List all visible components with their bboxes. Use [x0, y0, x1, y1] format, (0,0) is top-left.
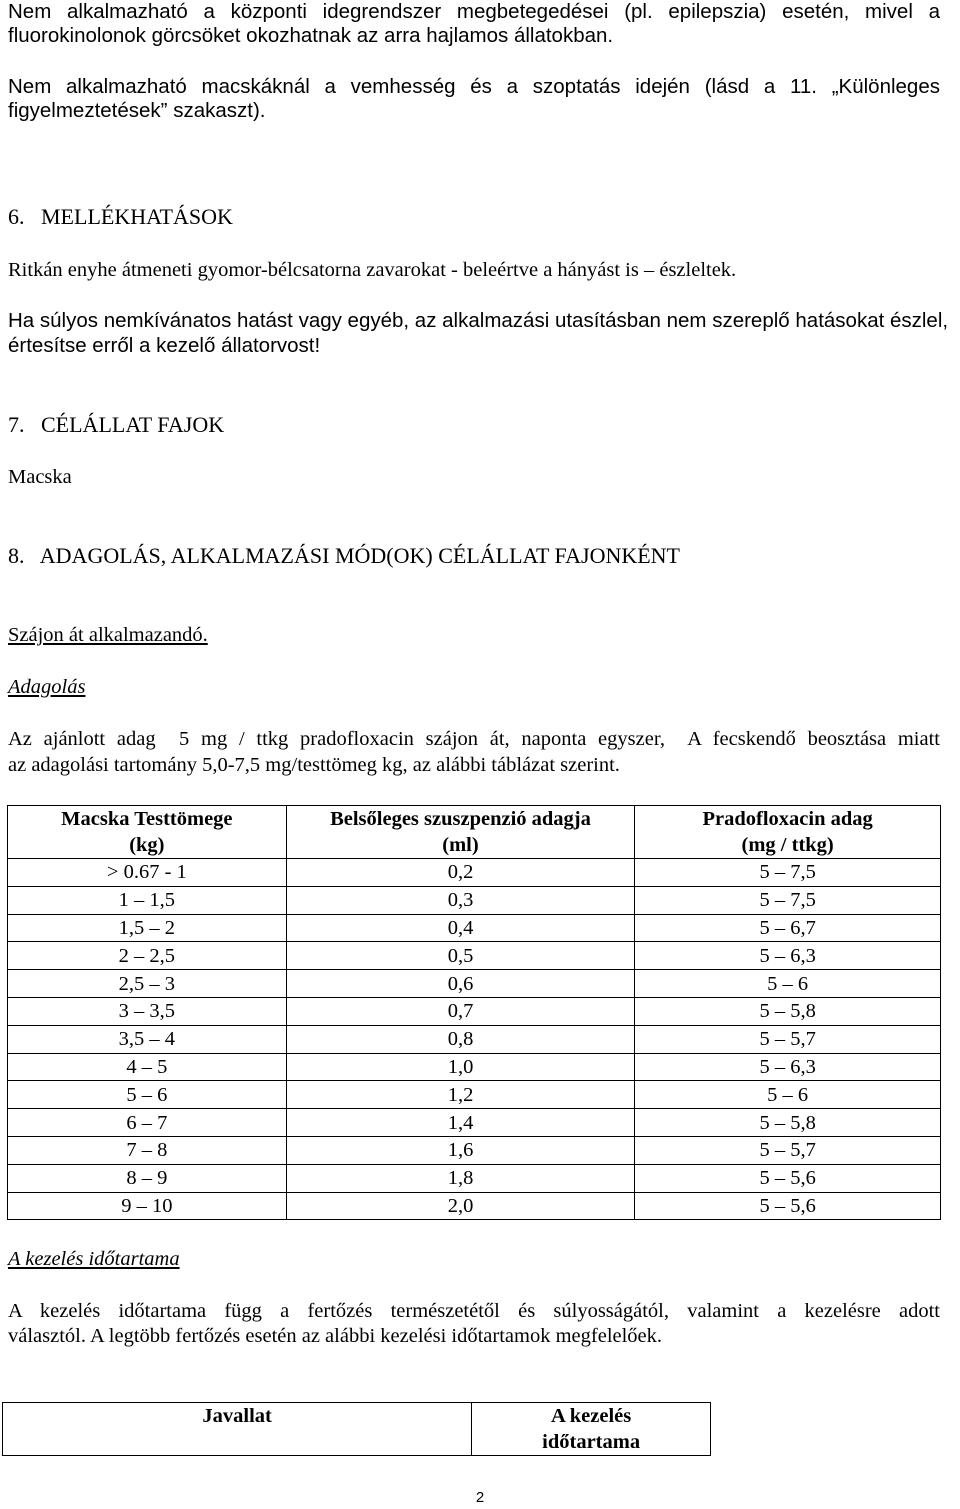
dose-table-body	[8, 859, 941, 1220]
volume-cell: 0,7	[286, 997, 635, 1025]
weight-cell: 8 – 9	[8, 1164, 287, 1192]
table-row	[8, 886, 941, 914]
volume-cell: 0,3	[286, 886, 635, 914]
dose-cell: 5 – 5,7	[635, 1136, 941, 1164]
weight-cell: 1,5 – 2	[8, 914, 287, 942]
sec6-p2-line2: értesítse erről a kezelő állatorvost!	[8, 334, 321, 357]
species: Macska	[8, 466, 72, 488]
table-row	[8, 997, 941, 1025]
table-row	[8, 914, 941, 942]
sec6-p1: Ritkán enyhe átmeneti gyomor-bélcsatorna zavarokat - beleértve a hányást is – észleltek.	[8, 259, 737, 281]
weight-cell: > 0.67 - 1	[8, 859, 287, 887]
volume-cell: 0,2	[286, 859, 635, 887]
table-row	[8, 1109, 941, 1137]
dose-cell: 5 – 6,3	[635, 942, 941, 970]
table-row	[8, 1136, 941, 1164]
header-body-weight: Macska Testtömege (kg)	[8, 806, 287, 859]
sec5-line4: figyelmeztetések” szakaszt).	[8, 99, 266, 122]
table-row	[8, 1164, 941, 1192]
duration-line2: választól. A legtöbb fertőzés esetén az alábbi kezelési időtartamok megfelelőek.	[8, 1325, 663, 1347]
header-pradofloxacin-dose: Pradofloxacin adag (mg / ttkg)	[635, 806, 941, 859]
weight-cell: 1 – 1,5	[8, 886, 287, 914]
dose-cell: 5 – 7,5	[635, 859, 941, 887]
heading-mellekhatasok: 6. MELLÉKHATÁSOK	[8, 204, 233, 229]
page-number: 2	[475, 1489, 485, 1506]
dose-cell: 5 – 5,8	[635, 1109, 941, 1137]
weight-cell: 3,5 – 4	[8, 1025, 287, 1053]
header-suspension-dose: Belsőleges szuszpenzió adagja (ml)	[286, 806, 635, 859]
dose-cell: 5 – 6,7	[635, 914, 941, 942]
dose-cell: 5 – 5,7	[635, 1025, 941, 1053]
dosing-title: Adagolás	[8, 676, 86, 698]
table-row	[8, 1025, 941, 1053]
dose-cell: 5 – 7,5	[635, 886, 941, 914]
table-row	[8, 859, 941, 887]
table-row	[8, 1053, 941, 1081]
volume-cell: 2,0	[286, 1192, 635, 1220]
dose-cell: 5 – 6,3	[635, 1053, 941, 1081]
duration-line1: A kezelés időtartama függ a fertőzés természetétől és súlyosságától, valamint a kezelésre adott	[8, 1300, 940, 1322]
dose-table-header	[8, 806, 941, 859]
dose-cell: 5 – 5,6	[635, 1164, 941, 1192]
sec5-line3: Nem alkalmazható macskáknál a vemhesség és a szoptatás idején (lásd a 11. „Különleges	[8, 75, 940, 98]
weight-cell: 4 – 5	[8, 1053, 287, 1081]
weight-cell: 2,5 – 3	[8, 970, 287, 998]
dose-cell: 5 – 5,6	[635, 1192, 941, 1220]
duration-table-header	[3, 1403, 711, 1456]
table-row	[8, 942, 941, 970]
heading-celallat-fajok: 7. CÉLÁLLAT FAJOK	[8, 412, 225, 437]
sec5-line1: Nem alkalmazható a központi idegrendszer megbetegedései (pl. epilepszia) esetén, mivel a	[8, 0, 940, 23]
table-row	[8, 1081, 941, 1109]
sec6-p2-line1: Ha súlyos nemkívánatos hatást vagy egyéb, az alkalmazási utasításban nem szereplő hatásokat észlel,	[8, 309, 949, 332]
volume-cell: 1,6	[286, 1136, 635, 1164]
volume-cell: 1,8	[286, 1164, 635, 1192]
duration-table	[2, 1402, 711, 1456]
weight-cell: 3 – 3,5	[8, 997, 287, 1025]
dose-cell: 5 – 6	[635, 970, 941, 998]
volume-cell: 1,2	[286, 1081, 635, 1109]
volume-cell: 0,8	[286, 1025, 635, 1053]
volume-cell: 0,4	[286, 914, 635, 942]
volume-cell: 1,4	[286, 1109, 635, 1137]
duration-title: A kezelés időtartama	[8, 1248, 180, 1270]
route-text: Szájon át alkalmazandó.	[8, 624, 208, 646]
dosing-line1: Az ajánlott adag 5 mg / ttkg pradofloxacin szájon át, naponta egyszer, A fecskendő beosztása miatt	[8, 728, 940, 750]
weight-cell: 7 – 8	[8, 1136, 287, 1164]
table-row	[8, 970, 941, 998]
header-treatment-duration: A kezelés időtartama	[472, 1403, 711, 1456]
dose-cell: 5 – 6	[635, 1081, 941, 1109]
sec5-line2: fluorokinolonok görcsöket okozhatnak az arra hajlamos állatokban.	[8, 24, 614, 47]
volume-cell: 1,0	[286, 1053, 635, 1081]
dosing-line2: az adagolási tartomány 5,0-7,5 mg/testtömeg kg, az alábbi táblázat szerint.	[8, 754, 620, 776]
weight-cell: 2 – 2,5	[8, 942, 287, 970]
dose-cell: 5 – 5,8	[635, 997, 941, 1025]
weight-cell: 9 – 10	[8, 1192, 287, 1220]
volume-cell: 0,6	[286, 970, 635, 998]
header-indication: Javallat	[3, 1403, 472, 1456]
dose-table	[7, 805, 941, 1220]
volume-cell: 0,5	[286, 942, 635, 970]
weight-cell: 6 – 7	[8, 1109, 287, 1137]
table-row	[8, 1192, 941, 1220]
weight-cell: 5 – 6	[8, 1081, 287, 1109]
heading-adagolas: 8. ADAGOLÁS, ALKALMAZÁSI MÓD(OK) CÉLÁLLAT FAJONKÉNT	[8, 543, 680, 568]
